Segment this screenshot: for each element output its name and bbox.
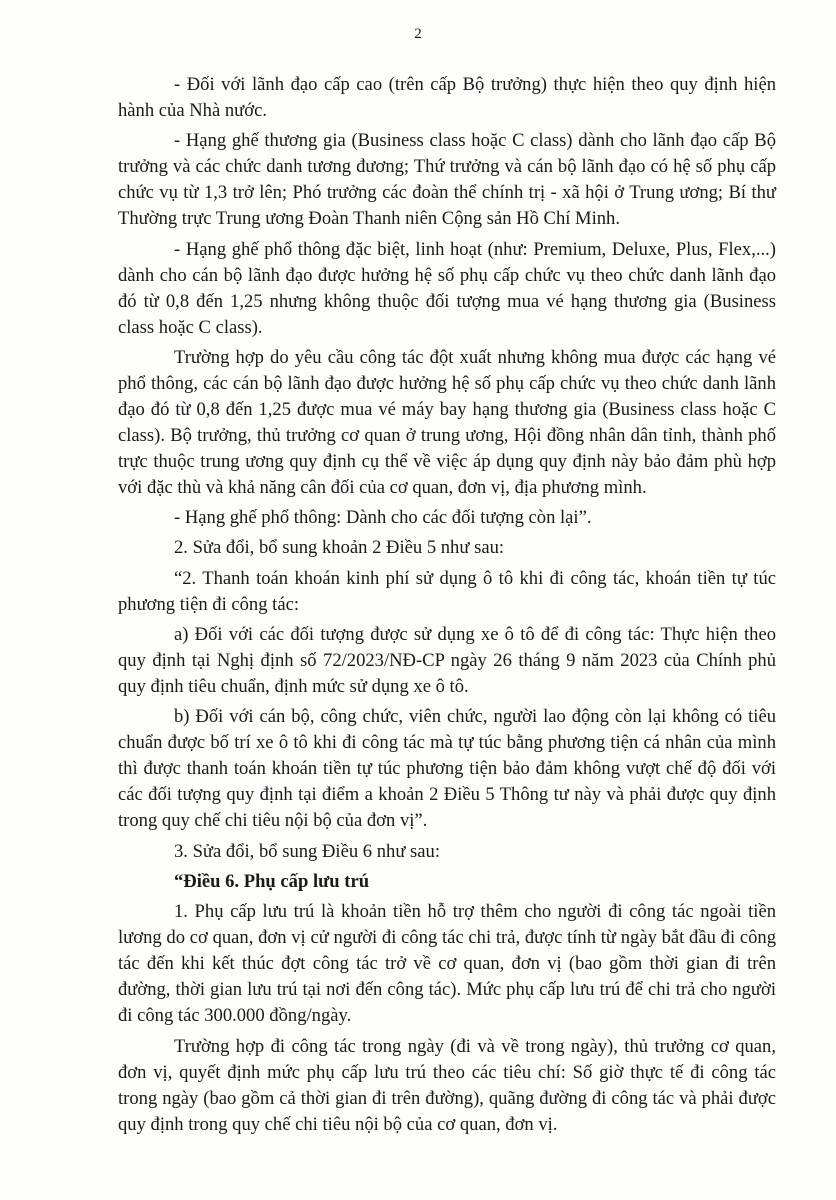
paragraph-business-class: - Hạng ghế thương gia (Business class hoặc C class) dành cho lãnh đạo cấp Bộ trưởng và các chức danh tương đương; Thứ trưởng và cán bộ lãnh đạo có hệ số phụ cấp chức vụ từ 1,3 trở lên; Phó trưởng các đoàn thể chính trị - xã hội ở Trung ương; Bí thư Thường trực Trung ương Đoàn Thanh niên Cộng sản Hồ Chí Minh. bbox=[118, 130, 776, 230]
paragraph-senior-leaders: - Đối với lãnh đạo cấp cao (trên cấp Bộ trưởng) thực hiện theo quy định hiện hành của Nhà nước. bbox=[118, 74, 776, 121]
paragraph-premium-economy: - Hạng ghế phổ thông đặc biệt, linh hoạt (như: Premium, Deluxe, Plus, Flex,...) dành cho cán bộ lãnh đạo được hưởng hệ số phụ cấp chức vụ theo chức danh lãnh đạo đó từ 0,8 đến 1,25 nhưng không thuộc đối tượng mua vé hạng thương gia (Business class hoặc C class). bbox=[118, 238, 776, 338]
article-6-heading: “Điều 6. Phụ cấp lưu trú bbox=[174, 870, 370, 892]
page-number: 2 bbox=[414, 26, 422, 42]
paragraph-car-allowance: “2. Thanh toán khoán kinh phí sử dụng ô tô khi đi công tác, khoán tiền tự túc phương tiện đi công tác: bbox=[118, 567, 776, 615]
paragraph-point-a: a) Đối với các đối tượng được sử dụng xe ô tô để đi công tác: Thực hiện theo quy định tại Nghị định số 72/2023/NĐ-CP ngày 26 tháng 9 năm 2023 của Chính phủ quy định tiêu chuẩn, định mức sử dụng xe ô tô. bbox=[118, 624, 776, 698]
paragraph-economy-class: - Hạng ghế phổ thông: Dành cho các đối tượng còn lại”. bbox=[174, 507, 592, 529]
paragraph-amend-clause-2: 2. Sửa đổi, bổ sung khoản 2 Điều 5 như sau: bbox=[174, 537, 505, 559]
paragraph-urgent-case: Trường hợp do yêu cầu công tác đột xuất nhưng không mua được các hạng vé phổ thông, các cán bộ lãnh đạo được hưởng hệ số phụ cấp chức vụ theo chức danh lãnh đạo đó từ 0,8 đến 1,25 được mua vé máy bay hạng thương gia (Business class hoặc C class). Bộ trưởng, thủ trưởng cơ quan ở trung ương, Hội đồng nhân dân tỉnh, thành phố trực thuộc trung ương quy định cụ thể về việc áp dụng quy định này bảo đảm phù hợp với đặc thù và khả năng cân đối của cơ quan, đơn vị, địa phương mình. bbox=[118, 346, 776, 498]
paragraph-same-day-trip: Trường hợp đi công tác trong ngày (đi và về trong ngày), thủ trưởng cơ quan, đơn vị, quyết định mức phụ cấp lưu trú theo các tiêu chí: Số giờ thực tế đi công tác trong ngày (bao gồm cả thời gian đi trên đường), quãng đường đi công tác và phải được quy định trong quy chế chi tiêu nội bộ của cơ quan, đơn vị. bbox=[118, 1035, 776, 1135]
document-body bbox=[118, 72, 776, 1142]
paragraph-allowance-definition: 1. Phụ cấp lưu trú là khoản tiền hỗ trợ thêm cho người đi công tác ngoài tiền lương do cơ quan, đơn vị cử người đi công tác chi trả, được tính từ ngày bắt đầu đi công tác đến khi kết thúc đợt công tác trở về cơ quan, đơn vị (bao gồm thời gian đi trên đường, thời gian lưu trú tại nơi đến công tác). Mức phụ cấp lưu trú để chi trả cho người đi công tác 300.000 đồng/ngày. bbox=[118, 901, 776, 1027]
paragraph-amend-article-6: 3. Sửa đổi, bổ sung Điều 6 như sau: bbox=[174, 840, 440, 862]
paragraph-point-b: b) Đối với cán bộ, công chức, viên chức, người lao động còn lại không có tiêu chuẩn được bố trí xe ô tô khi đi công tác mà tự túc bằng phương tiện cá nhân của mình thì được thanh toán khoán tiền tự túc phương tiện bảo đảm không vượt chế độ đối với các đối tượng quy định tại điểm a khoản 2 Điều 5 Thông tư này và phải được quy định trong quy chế chi tiêu nội bộ của đơn vị”. bbox=[118, 706, 776, 832]
